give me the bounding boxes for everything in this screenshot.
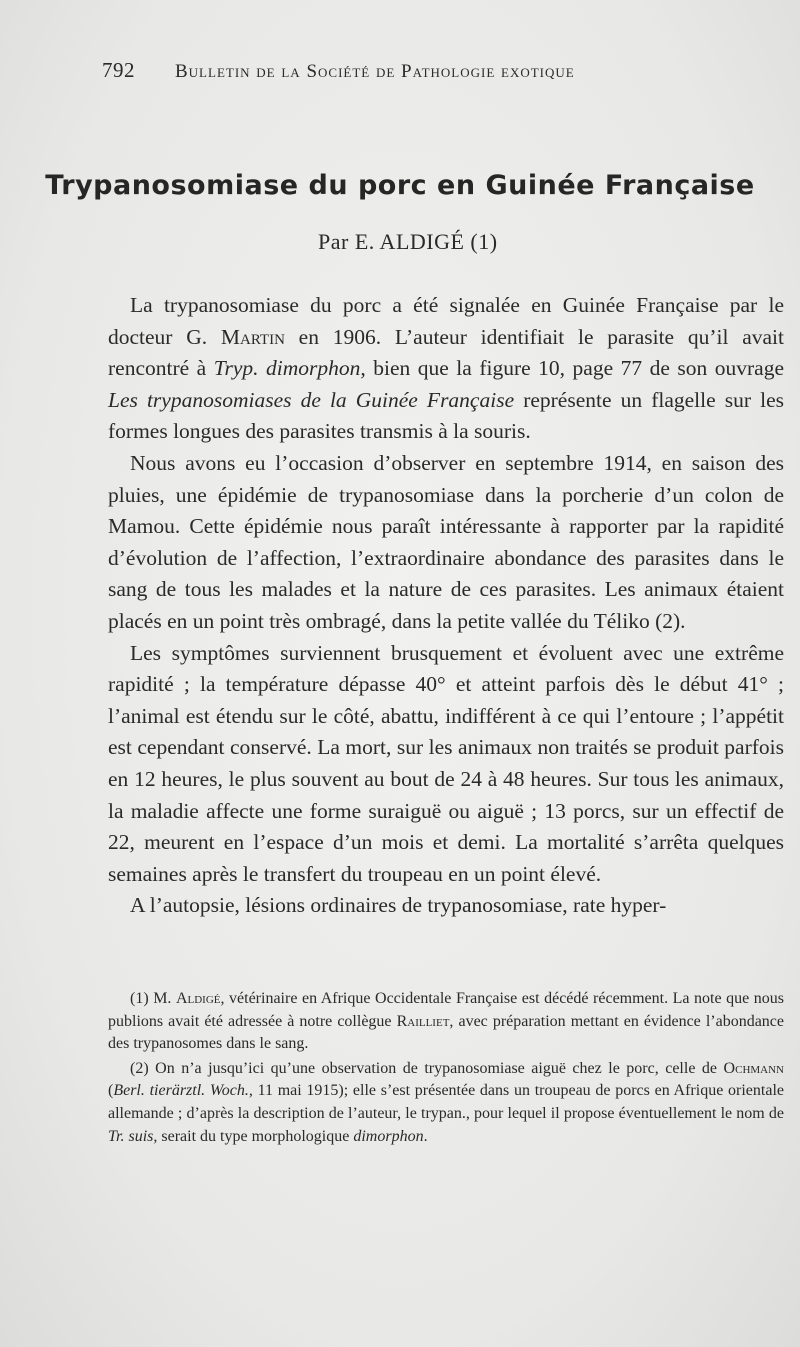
page-number: 792 — [102, 58, 135, 82]
paragraph-4: A l’autopsie, lésions ordinaires de trypanosomiase, rate hyper- — [130, 893, 667, 918]
running-head: Bulletin de la Société de Pathologie exotique — [175, 61, 575, 82]
footnote-1: (1) M. Aldigé, vétérinaire en Afrique Occidentale Française est décédé récemment. La note que nous publions avait été adressée à notre collègue Railliet, avec préparation mettant en évidence l’abondance des trypanosomes dans le sang. — [108, 990, 785, 1053]
paragraph-1: La trypanosomiase du porc a été signalée en Guinée Française par le docteur G. Martin en 1906. L’auteur identifiait le parasite qu’il avait rencontré à Tryp. dimorphon, bien que la figure 10, page 77 de son ouvrage Les trypanosomiases de la Guinée Française représente un flagelle sur les formes longues des parasites transmis à la souris. — [108, 293, 784, 444]
paragraph-3: Les symptômes surviennent brusquement et évoluent avec une extrême rapidité ; la température dépasse 40° et atteint parfois dès le début 41° ; l’animal est étendu sur le côté, abattu, indifférent à ce qui l’entoure ; l’appétit est cependant conservé. La mort, sur les animaux non traités se produit parfois en 12 heures, le plus souvent au bout de 24 à 48 heures. Sur tous les animaux, la maladie affecte une forme suraiguë ou aiguë ; 13 porcs, sur un effectif de 22, meurent en l’espace d’un mois et demi. La mortalité s’arrêta quelques semaines après le transfert du troupeau en un point élevé. — [108, 640, 784, 886]
footnotes — [108, 988, 784, 1150]
paragraph-2: Nous avons eu l’occasion d’observer en septembre 1914, en saison des pluies, une épidémie de trypanosomiase dans la porcherie d’un colon de Mamou. Cette épidémie nous paraît intéressante à rapporter par la rapidité d’évolution de l’affection, l’extraordinaire abondance des parasites dans le sang de tous les malades et la nature de ces parasites. Les animaux étaient placés en un point très ombragé, dans la petite vallée du Téliko (2). — [108, 450, 784, 633]
article-body — [108, 290, 784, 922]
article-byline: Par E. ALDIGÉ (1) — [318, 229, 498, 254]
page-header — [102, 58, 662, 83]
footnote-2: (2) On n’a jusqu’ici qu’une observation de trypanosomiase aiguë chez le porc, celle de Ochmann (Berl. tierärztl. Woch., 11 mai 1915); elle s’est présentée dans un troupeau de porcs en Afrique orientale allemande ; d’après la description de l’auteur, le trypan., pour lequel il propose éventuellement le nom de Tr. suis, serait du type morphologique dimorphon. — [108, 1059, 784, 1145]
article-title: Trypanosomiase du porc en Guinée Française — [45, 170, 755, 201]
